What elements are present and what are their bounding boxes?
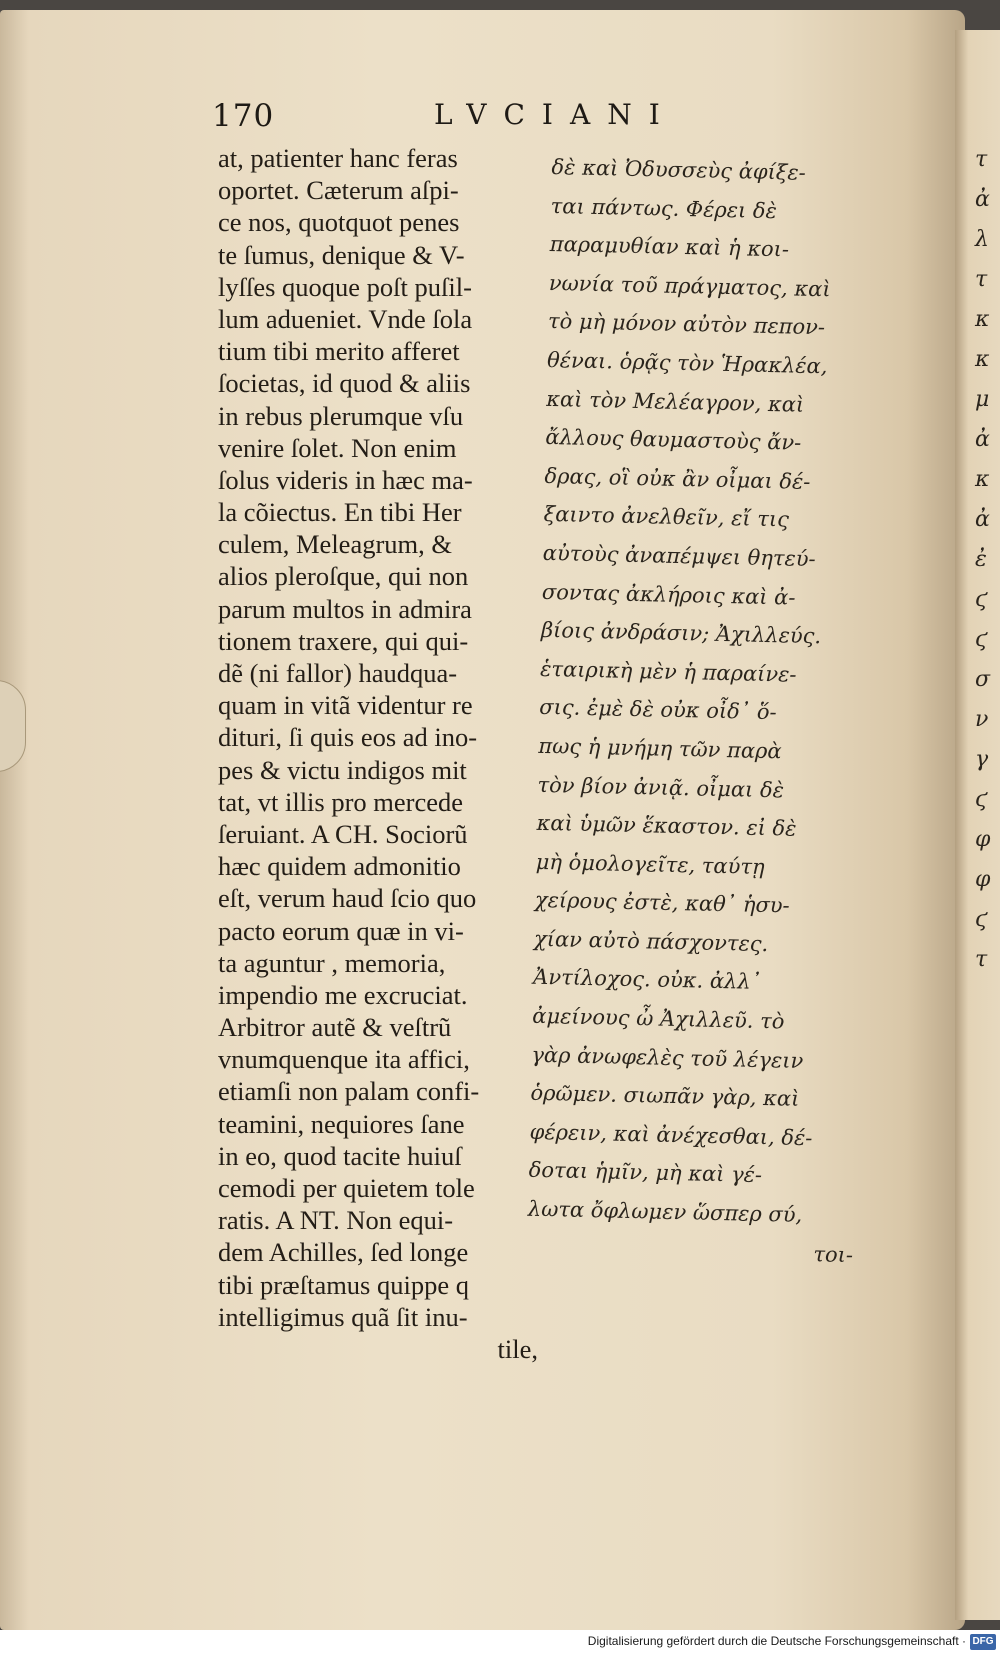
latin-text-line: eſt, verum haud ſcio quo	[218, 883, 477, 914]
latin-text-column	[218, 142, 558, 1365]
greek-text-line: ἀμείνους ὦ Ἀχιλλεῦ. τὸ	[532, 1003, 785, 1034]
margin-glyph: ϛ	[975, 587, 988, 612]
latin-text-line: parum multos in admira	[218, 593, 472, 624]
greek-text-line: σις. ἐμὲ δὲ οὐκ οἶδ᾽ ὅ-	[539, 695, 777, 725]
facing-page-margin-text	[975, 140, 1000, 1440]
latin-text-line: etiamſi non palam confi-	[218, 1076, 480, 1107]
latin-text-line: ſolus videris in hæc ma-	[218, 464, 473, 495]
latin-text-line: tionem traxere, qui qui-	[218, 625, 469, 656]
greek-text-line: καὶ ὑμῶν ἕκαστον. εἰ δὲ	[536, 810, 797, 841]
latin-text-line: tium tibi merito afferet	[218, 336, 460, 367]
latin-text-line: ta aguntur , memoria,	[218, 947, 446, 978]
latin-text-line: dituri, ſi quis eos ad ino-	[218, 722, 478, 753]
greek-text-line: ὁρῶμεν. σιωπᾶν γὰρ, καὶ	[530, 1081, 800, 1112]
book-page	[0, 10, 965, 1630]
margin-glyph: φ	[975, 827, 991, 852]
latin-text-line: in rebus plerumque vſu	[218, 400, 464, 431]
greek-text-line: τὸ μὴ μόνον αὐτὸν πεπον-	[547, 309, 826, 340]
latin-text-line: impendio me excruciat.	[218, 979, 468, 1010]
margin-glyph: γ	[975, 747, 989, 772]
greek-text-line: μὴ ὁμολογεῖτε, ταύτῃ	[535, 849, 765, 879]
greek-text-line: λωτα ὄφλωμεν ὥσπερ σύ,	[527, 1196, 803, 1227]
latin-text-line: venire ſolet. Non enim	[218, 432, 457, 463]
greek-text-line: αὐτοὺς ἀναπέμψει θητεύ-	[542, 540, 816, 572]
latin-text-line: alios pleroſque, qui non	[218, 561, 469, 592]
greek-text-line: ἄλλους θαυμαστοὺς ἄν-	[545, 425, 802, 455]
latin-text-line: cemodi per quietem tole	[218, 1173, 475, 1203]
latin-text-line: tile,	[497, 1333, 538, 1364]
margin-glyph: τ	[975, 267, 988, 292]
page-number: 170	[212, 98, 275, 134]
latin-text-line: la cõiectus. En tibi Her	[218, 497, 462, 528]
latin-text-line: pacto eorum quæ in vi-	[218, 915, 464, 946]
greek-text-line: νωνία τοῦ πράγματος, καὶ	[548, 270, 831, 302]
greek-text-line: παραμυθίαν καὶ ἡ κοι-	[549, 232, 790, 262]
greek-text-line: χίαν αὐτὸ πάσχοντες.	[533, 926, 769, 956]
margin-glyph: ϛ	[975, 907, 988, 932]
greek-text-line: δὲ καὶ Ὀδυσσεὺς ἀφίξε-	[551, 154, 807, 185]
greek-text-line: Ἀντίλοχος. οὐκ. ἀλλ᾽	[532, 965, 762, 995]
greek-text-line: δρας, οἳ οὐκ ἂν οἶμαι δέ-	[544, 463, 811, 494]
greek-text-line: γὰρ ἀνωφελὲς τοῦ λέγειν	[531, 1042, 804, 1073]
latin-text-line: oportet. Cæterum aſpi-	[218, 175, 459, 206]
latin-text-line: culem, Meleagrum, &	[218, 529, 453, 560]
greek-text-line: τὸν βίον ἀνιᾷ. οἶμαι δὲ	[537, 772, 785, 802]
greek-text-line: τοι-	[813, 1241, 854, 1267]
margin-glyph: μ	[975, 387, 990, 412]
greek-text-line: βίοις ἀνδράσιν; Ἀχιλλεύς.	[540, 618, 822, 649]
running-head	[212, 98, 812, 142]
latin-text-line: at, patienter hanc feras	[218, 143, 458, 173]
page-tab-marker	[0, 680, 26, 772]
margin-glyph: κ	[975, 467, 990, 492]
greek-text-line: σοντας ἀκλήροις καὶ ἀ-	[541, 579, 796, 610]
latin-text-line: lum adueniet. Vnde ſola	[218, 303, 473, 334]
latin-text-line: ce nos, quotquot penes	[218, 207, 460, 238]
latin-text-line: lyſſes quoque poſt puſil-	[218, 271, 472, 302]
latin-text-line: teamini, nequiores ſane	[218, 1108, 465, 1139]
latin-text-line: vnumquenque ita affici,	[218, 1044, 470, 1075]
latin-text-line: ſocietas, id quod & aliis	[218, 368, 471, 399]
latin-text-line: tat, vt illis pro mercede	[218, 786, 464, 817]
greek-text-line: θέναι. ὁρᾷς τὸν Ἡρακλέα,	[546, 347, 828, 379]
latin-text-line: ratis. A NT. Non equi-	[218, 1205, 454, 1236]
latin-text-line: Arbitror autẽ & veſtrũ	[218, 1012, 452, 1043]
latin-text-line: hæc quidem admonitio	[218, 851, 461, 882]
margin-glyph: φ	[975, 867, 991, 892]
latin-text-line: pes & victu indigos mit	[218, 754, 467, 785]
running-title: LVCIANI	[434, 98, 677, 131]
greek-text-line: δοται ἡμῖν, μὴ καὶ γέ-	[528, 1158, 763, 1188]
latin-text-line: te ſumus, denique & V-	[218, 239, 465, 270]
margin-glyph: ν	[975, 707, 989, 732]
margin-glyph: ϛ	[975, 627, 988, 652]
margin-glyph: τ	[975, 147, 988, 172]
margin-glyph: σ	[975, 667, 991, 692]
latin-text-line: in eo, quod tacite huiuſ	[218, 1140, 462, 1171]
margin-glyph: κ	[975, 307, 990, 332]
greek-text-column	[527, 148, 922, 1275]
greek-text-line: χείρους ἐστὲ, καθ᾽ ἡσυ-	[534, 888, 790, 918]
greek-text-line: ται πάντως. Φέρει δὲ	[550, 193, 778, 223]
margin-glyph: ἐ	[975, 547, 987, 572]
greek-text-line: καὶ τὸν Μελέαγρον, καὶ	[546, 386, 805, 417]
margin-glyph: λ	[975, 227, 989, 252]
greek-text-line: φέρειν, καὶ ἀνέχεσθαι, δέ-	[529, 1119, 813, 1151]
latin-text-line: ſeruiant. A CH. Sociorũ	[218, 818, 468, 849]
margin-glyph: ἀ	[975, 427, 990, 452]
margin-glyph: ἀ	[975, 507, 990, 532]
margin-glyph: κ	[975, 347, 990, 372]
margin-glyph: ϛ	[975, 787, 988, 812]
greek-text-line: πως ἡ μνήμη τῶν παρὰ	[538, 733, 782, 764]
latin-text-line: tibi præſtamus quippe q	[218, 1269, 469, 1300]
greek-text-line: ξαιντο ἀνελθεῖν, εἴ τις	[543, 502, 790, 532]
margin-glyph: τ	[975, 947, 988, 972]
dfg-logo: DFG	[970, 1634, 996, 1650]
margin-glyph: ἀ	[975, 187, 990, 212]
greek-text-line: ἑταιρικὴ μὲν ἡ παραίνε-	[539, 656, 797, 687]
latin-text-line: intelligimus quã ſit inu-	[218, 1301, 468, 1332]
funding-credit: Digitalisierung gefördert durch die Deutsche Forschungsgemeinschaft ·	[587, 1634, 966, 1648]
latin-text-line: quam in vitã videntur re	[218, 690, 473, 721]
latin-text-line: dẽ (ni fallor) haudqua-	[218, 658, 458, 688]
latin-text-line: dem Achilles, ſed longe	[218, 1237, 469, 1268]
digitization-footer	[0, 1630, 1000, 1655]
